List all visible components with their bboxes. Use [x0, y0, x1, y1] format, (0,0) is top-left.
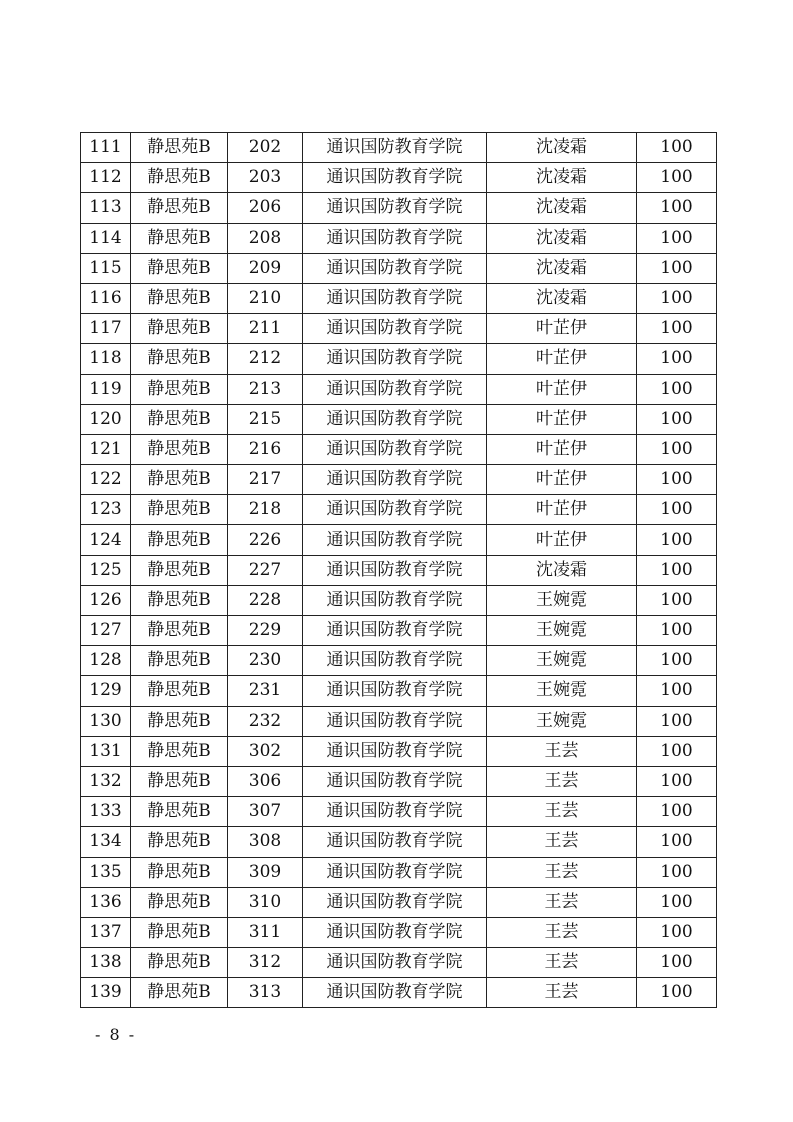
cell-contact: 王芸: [487, 797, 637, 827]
cell-contact: 叶芷伊: [487, 465, 637, 495]
table-row: [81, 133, 717, 163]
table-row: [81, 344, 717, 374]
cell-building: 静思苑B: [131, 133, 228, 163]
cell-room: 202: [228, 133, 303, 163]
cell-score: 100: [637, 223, 717, 253]
cell-score: 100: [637, 917, 717, 947]
table-row: [81, 766, 717, 796]
cell-score: 100: [637, 706, 717, 736]
table-row: [81, 434, 717, 464]
cell-number: 125: [81, 555, 131, 585]
cell-contact: 沈凌霜: [487, 193, 637, 223]
cell-score: 100: [637, 133, 717, 163]
cell-room: 309: [228, 857, 303, 887]
cell-number: 131: [81, 736, 131, 766]
table-row: [81, 706, 717, 736]
table-row: [81, 585, 717, 615]
cell-college: 通识国防教育学院: [303, 616, 487, 646]
table-row: [81, 676, 717, 706]
cell-building: 静思苑B: [131, 253, 228, 283]
cell-contact: 王芸: [487, 978, 637, 1008]
cell-room: 310: [228, 887, 303, 917]
cell-contact: 王芸: [487, 917, 637, 947]
cell-building: 静思苑B: [131, 948, 228, 978]
cell-college: 通识国防教育学院: [303, 646, 487, 676]
cell-college: 通识国防教育学院: [303, 525, 487, 555]
cell-score: 100: [637, 948, 717, 978]
cell-building: 静思苑B: [131, 646, 228, 676]
dormitory-score-table: [80, 132, 717, 1008]
cell-college: 通识国防教育学院: [303, 766, 487, 796]
cell-score: 100: [637, 616, 717, 646]
cell-contact: 王芸: [487, 736, 637, 766]
table-row: [81, 827, 717, 857]
cell-college: 通识国防教育学院: [303, 676, 487, 706]
table-row: [81, 948, 717, 978]
cell-number: 138: [81, 948, 131, 978]
cell-college: 通识国防教育学院: [303, 163, 487, 193]
cell-building: 静思苑B: [131, 314, 228, 344]
cell-score: 100: [637, 344, 717, 374]
cell-building: 静思苑B: [131, 555, 228, 585]
table-row: [81, 283, 717, 313]
cell-score: 100: [637, 797, 717, 827]
cell-college: 通识国防教育学院: [303, 253, 487, 283]
table-row: [81, 857, 717, 887]
cell-building: 静思苑B: [131, 827, 228, 857]
table-row: [81, 253, 717, 283]
cell-contact: 沈凌霜: [487, 253, 637, 283]
cell-score: 100: [637, 434, 717, 464]
cell-contact: 叶芷伊: [487, 314, 637, 344]
cell-contact: 叶芷伊: [487, 374, 637, 404]
cell-number: 137: [81, 917, 131, 947]
cell-number: 115: [81, 253, 131, 283]
cell-room: 213: [228, 374, 303, 404]
cell-score: 100: [637, 887, 717, 917]
cell-college: 通识国防教育学院: [303, 495, 487, 525]
cell-contact: 叶芷伊: [487, 495, 637, 525]
cell-number: 136: [81, 887, 131, 917]
table-row: [81, 193, 717, 223]
cell-college: 通识国防教育学院: [303, 555, 487, 585]
table-row: [81, 495, 717, 525]
table-row: [81, 465, 717, 495]
cell-room: 306: [228, 766, 303, 796]
cell-college: 通识国防教育学院: [303, 857, 487, 887]
cell-building: 静思苑B: [131, 344, 228, 374]
table-row: [81, 223, 717, 253]
cell-number: 132: [81, 766, 131, 796]
cell-college: 通识国防教育学院: [303, 223, 487, 253]
cell-room: 212: [228, 344, 303, 374]
cell-contact: 王婉霓: [487, 646, 637, 676]
table-row: [81, 314, 717, 344]
cell-college: 通识国防教育学院: [303, 827, 487, 857]
cell-room: 230: [228, 646, 303, 676]
cell-number: 130: [81, 706, 131, 736]
cell-room: 203: [228, 163, 303, 193]
cell-college: 通识国防教育学院: [303, 374, 487, 404]
cell-number: 128: [81, 646, 131, 676]
table-body: [81, 133, 717, 1008]
cell-room: 210: [228, 283, 303, 313]
cell-room: 231: [228, 676, 303, 706]
cell-score: 100: [637, 495, 717, 525]
cell-contact: 王芸: [487, 766, 637, 796]
cell-score: 100: [637, 827, 717, 857]
cell-college: 通识国防教育学院: [303, 465, 487, 495]
cell-score: 100: [637, 193, 717, 223]
table-row: [81, 736, 717, 766]
cell-number: 139: [81, 978, 131, 1008]
cell-contact: 王芸: [487, 887, 637, 917]
cell-number: 121: [81, 434, 131, 464]
cell-room: 208: [228, 223, 303, 253]
cell-room: 209: [228, 253, 303, 283]
cell-score: 100: [637, 646, 717, 676]
cell-room: 228: [228, 585, 303, 615]
cell-building: 静思苑B: [131, 616, 228, 646]
cell-score: 100: [637, 283, 717, 313]
cell-score: 100: [637, 374, 717, 404]
cell-college: 通识国防教育学院: [303, 797, 487, 827]
cell-score: 100: [637, 736, 717, 766]
cell-number: 129: [81, 676, 131, 706]
cell-score: 100: [637, 525, 717, 555]
page-number: - 8 -: [95, 1025, 137, 1044]
cell-score: 100: [637, 676, 717, 706]
cell-room: 312: [228, 948, 303, 978]
cell-college: 通识国防教育学院: [303, 706, 487, 736]
cell-room: 226: [228, 525, 303, 555]
cell-room: 227: [228, 555, 303, 585]
cell-room: 217: [228, 465, 303, 495]
cell-building: 静思苑B: [131, 163, 228, 193]
cell-college: 通识国防教育学院: [303, 434, 487, 464]
cell-building: 静思苑B: [131, 495, 228, 525]
cell-contact: 叶芷伊: [487, 434, 637, 464]
cell-contact: 王婉霓: [487, 616, 637, 646]
cell-score: 100: [637, 857, 717, 887]
cell-contact: 王婉霓: [487, 706, 637, 736]
cell-building: 静思苑B: [131, 193, 228, 223]
cell-score: 100: [637, 585, 717, 615]
cell-room: 313: [228, 978, 303, 1008]
cell-building: 静思苑B: [131, 766, 228, 796]
cell-score: 100: [637, 314, 717, 344]
cell-number: 126: [81, 585, 131, 615]
cell-number: 118: [81, 344, 131, 374]
table-row: [81, 374, 717, 404]
cell-room: 308: [228, 827, 303, 857]
table-row: [81, 525, 717, 555]
cell-number: 133: [81, 797, 131, 827]
cell-college: 通识国防教育学院: [303, 917, 487, 947]
cell-number: 113: [81, 193, 131, 223]
cell-score: 100: [637, 465, 717, 495]
cell-room: 215: [228, 404, 303, 434]
cell-number: 127: [81, 616, 131, 646]
cell-building: 静思苑B: [131, 585, 228, 615]
cell-building: 静思苑B: [131, 857, 228, 887]
table-row: [81, 555, 717, 585]
cell-college: 通识国防教育学院: [303, 344, 487, 374]
cell-number: 120: [81, 404, 131, 434]
table-row: [81, 887, 717, 917]
cell-room: 232: [228, 706, 303, 736]
cell-contact: 沈凌霜: [487, 555, 637, 585]
cell-college: 通识国防教育学院: [303, 585, 487, 615]
cell-contact: 王芸: [487, 827, 637, 857]
table-row: [81, 978, 717, 1008]
cell-building: 静思苑B: [131, 978, 228, 1008]
table-row: [81, 163, 717, 193]
cell-number: 116: [81, 283, 131, 313]
cell-score: 100: [637, 404, 717, 434]
cell-number: 122: [81, 465, 131, 495]
cell-building: 静思苑B: [131, 465, 228, 495]
table-row: [81, 917, 717, 947]
cell-number: 117: [81, 314, 131, 344]
cell-college: 通识国防教育学院: [303, 736, 487, 766]
cell-college: 通识国防教育学院: [303, 314, 487, 344]
cell-contact: 沈凌霜: [487, 163, 637, 193]
cell-number: 124: [81, 525, 131, 555]
cell-college: 通识国防教育学院: [303, 133, 487, 163]
cell-contact: 王婉霓: [487, 585, 637, 615]
cell-number: 123: [81, 495, 131, 525]
cell-building: 静思苑B: [131, 434, 228, 464]
cell-room: 206: [228, 193, 303, 223]
cell-building: 静思苑B: [131, 525, 228, 555]
cell-contact: 叶芷伊: [487, 525, 637, 555]
cell-college: 通识国防教育学院: [303, 887, 487, 917]
cell-building: 静思苑B: [131, 374, 228, 404]
cell-contact: 沈凌霜: [487, 223, 637, 253]
cell-score: 100: [637, 253, 717, 283]
cell-number: 119: [81, 374, 131, 404]
cell-number: 114: [81, 223, 131, 253]
cell-building: 静思苑B: [131, 283, 228, 313]
cell-college: 通识国防教育学院: [303, 978, 487, 1008]
cell-building: 静思苑B: [131, 676, 228, 706]
cell-room: 302: [228, 736, 303, 766]
cell-building: 静思苑B: [131, 917, 228, 947]
cell-number: 112: [81, 163, 131, 193]
cell-room: 311: [228, 917, 303, 947]
cell-number: 111: [81, 133, 131, 163]
cell-number: 135: [81, 857, 131, 887]
cell-contact: 王芸: [487, 857, 637, 887]
cell-contact: 沈凌霜: [487, 133, 637, 163]
cell-building: 静思苑B: [131, 404, 228, 434]
cell-college: 通识国防教育学院: [303, 283, 487, 313]
cell-college: 通识国防教育学院: [303, 404, 487, 434]
cell-contact: 王婉霓: [487, 676, 637, 706]
cell-number: 134: [81, 827, 131, 857]
cell-room: 307: [228, 797, 303, 827]
table-row: [81, 646, 717, 676]
cell-room: 211: [228, 314, 303, 344]
cell-college: 通识国防教育学院: [303, 193, 487, 223]
cell-contact: 叶芷伊: [487, 404, 637, 434]
cell-college: 通识国防教育学院: [303, 948, 487, 978]
cell-score: 100: [637, 978, 717, 1008]
cell-building: 静思苑B: [131, 887, 228, 917]
cell-contact: 沈凌霜: [487, 283, 637, 313]
table-row: [81, 797, 717, 827]
cell-building: 静思苑B: [131, 706, 228, 736]
cell-contact: 王芸: [487, 948, 637, 978]
cell-contact: 叶芷伊: [487, 344, 637, 374]
table-row: [81, 616, 717, 646]
cell-score: 100: [637, 163, 717, 193]
cell-room: 218: [228, 495, 303, 525]
cell-building: 静思苑B: [131, 223, 228, 253]
cell-score: 100: [637, 555, 717, 585]
cell-room: 216: [228, 434, 303, 464]
cell-building: 静思苑B: [131, 797, 228, 827]
cell-score: 100: [637, 766, 717, 796]
table-row: [81, 404, 717, 434]
cell-room: 229: [228, 616, 303, 646]
cell-building: 静思苑B: [131, 736, 228, 766]
